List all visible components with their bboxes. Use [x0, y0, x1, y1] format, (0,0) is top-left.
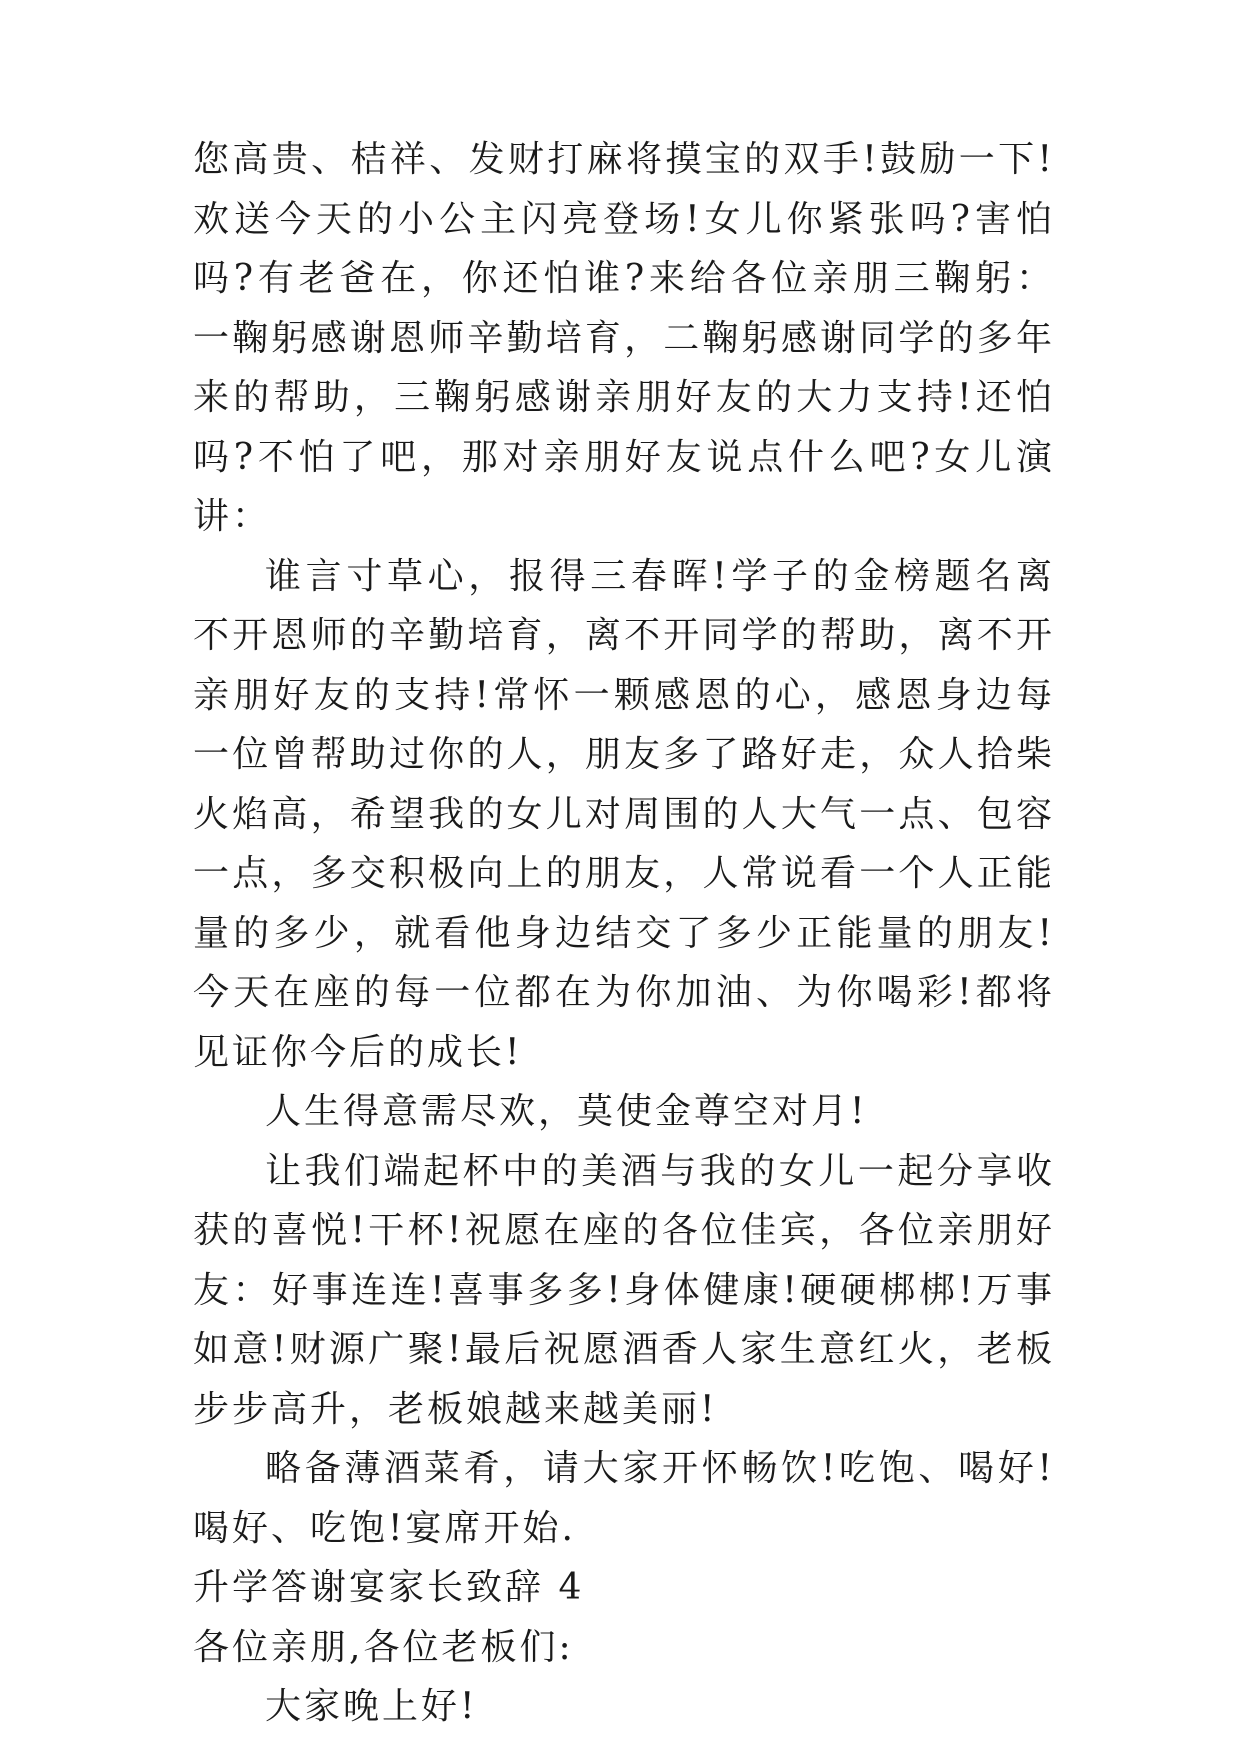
paragraph-2: 谁言寸草心，报得三春晖!学子的金榜题名离不开恩师的辛勤培育，离不开同学的帮助，离不开亲朋好友的支持!常怀一颗感恩的心，感恩身边每一位曾帮助过你的人，朋友多了路好走，众人拾柴火焰高，希望我的女儿对周围的人大气一点、包容一点，多交积极向上的朋友，人常说看一个人正能量的多少，就看他身边结交了多少正能量的朋友!今天在座的每一位都在为你加油、为你喝彩!都将见证你今后的成长! [193, 555, 1055, 1073]
paragraph-5: 略备薄酒菜肴，请大家开怀畅饮!吃饱、喝好!喝好、吃饱!宴席开始. [193, 1448, 1055, 1549]
paragraph-4: 让我们端起杯中的美酒与我的女儿一起分享收获的喜悦!干杯!祝愿在座的各位佳宾，各位亲朋好友：好事连连!喜事多多!身体健康!硬硬梆梆!万事如意!财源广聚!最后祝愿酒香人家生意红火，老板步步高升，老板娘越来越美丽! [193, 1150, 1055, 1430]
section-title: 升学答谢宴家长致辞 4 [193, 1567, 585, 1608]
paragraph-1: 您高贵、桔祥、发财打麻将摸宝的双手!鼓励一下!欢送今天的小公主闪亮登场!女儿你紧张吗?害怕吗?有老爸在，你还怕谁?来给各位亲朋三鞠躬：一鞠躬感谢恩师辛勤培育，二鞠躬感谢同学的多年来的帮助，三鞠躬感谢亲朋好友的大力支持!还怕吗?不怕了吧，那对亲朋好友说点什么吧?女儿演讲： [193, 139, 1055, 537]
greeting: 大家晚上好! [265, 1686, 478, 1727]
paragraph-3: 人生得意需尽欢，莫使金尊空对月! [265, 1091, 868, 1132]
document-body [193, 130, 1055, 1737]
salutation: 各位亲朋,各位老板们: [193, 1626, 574, 1668]
